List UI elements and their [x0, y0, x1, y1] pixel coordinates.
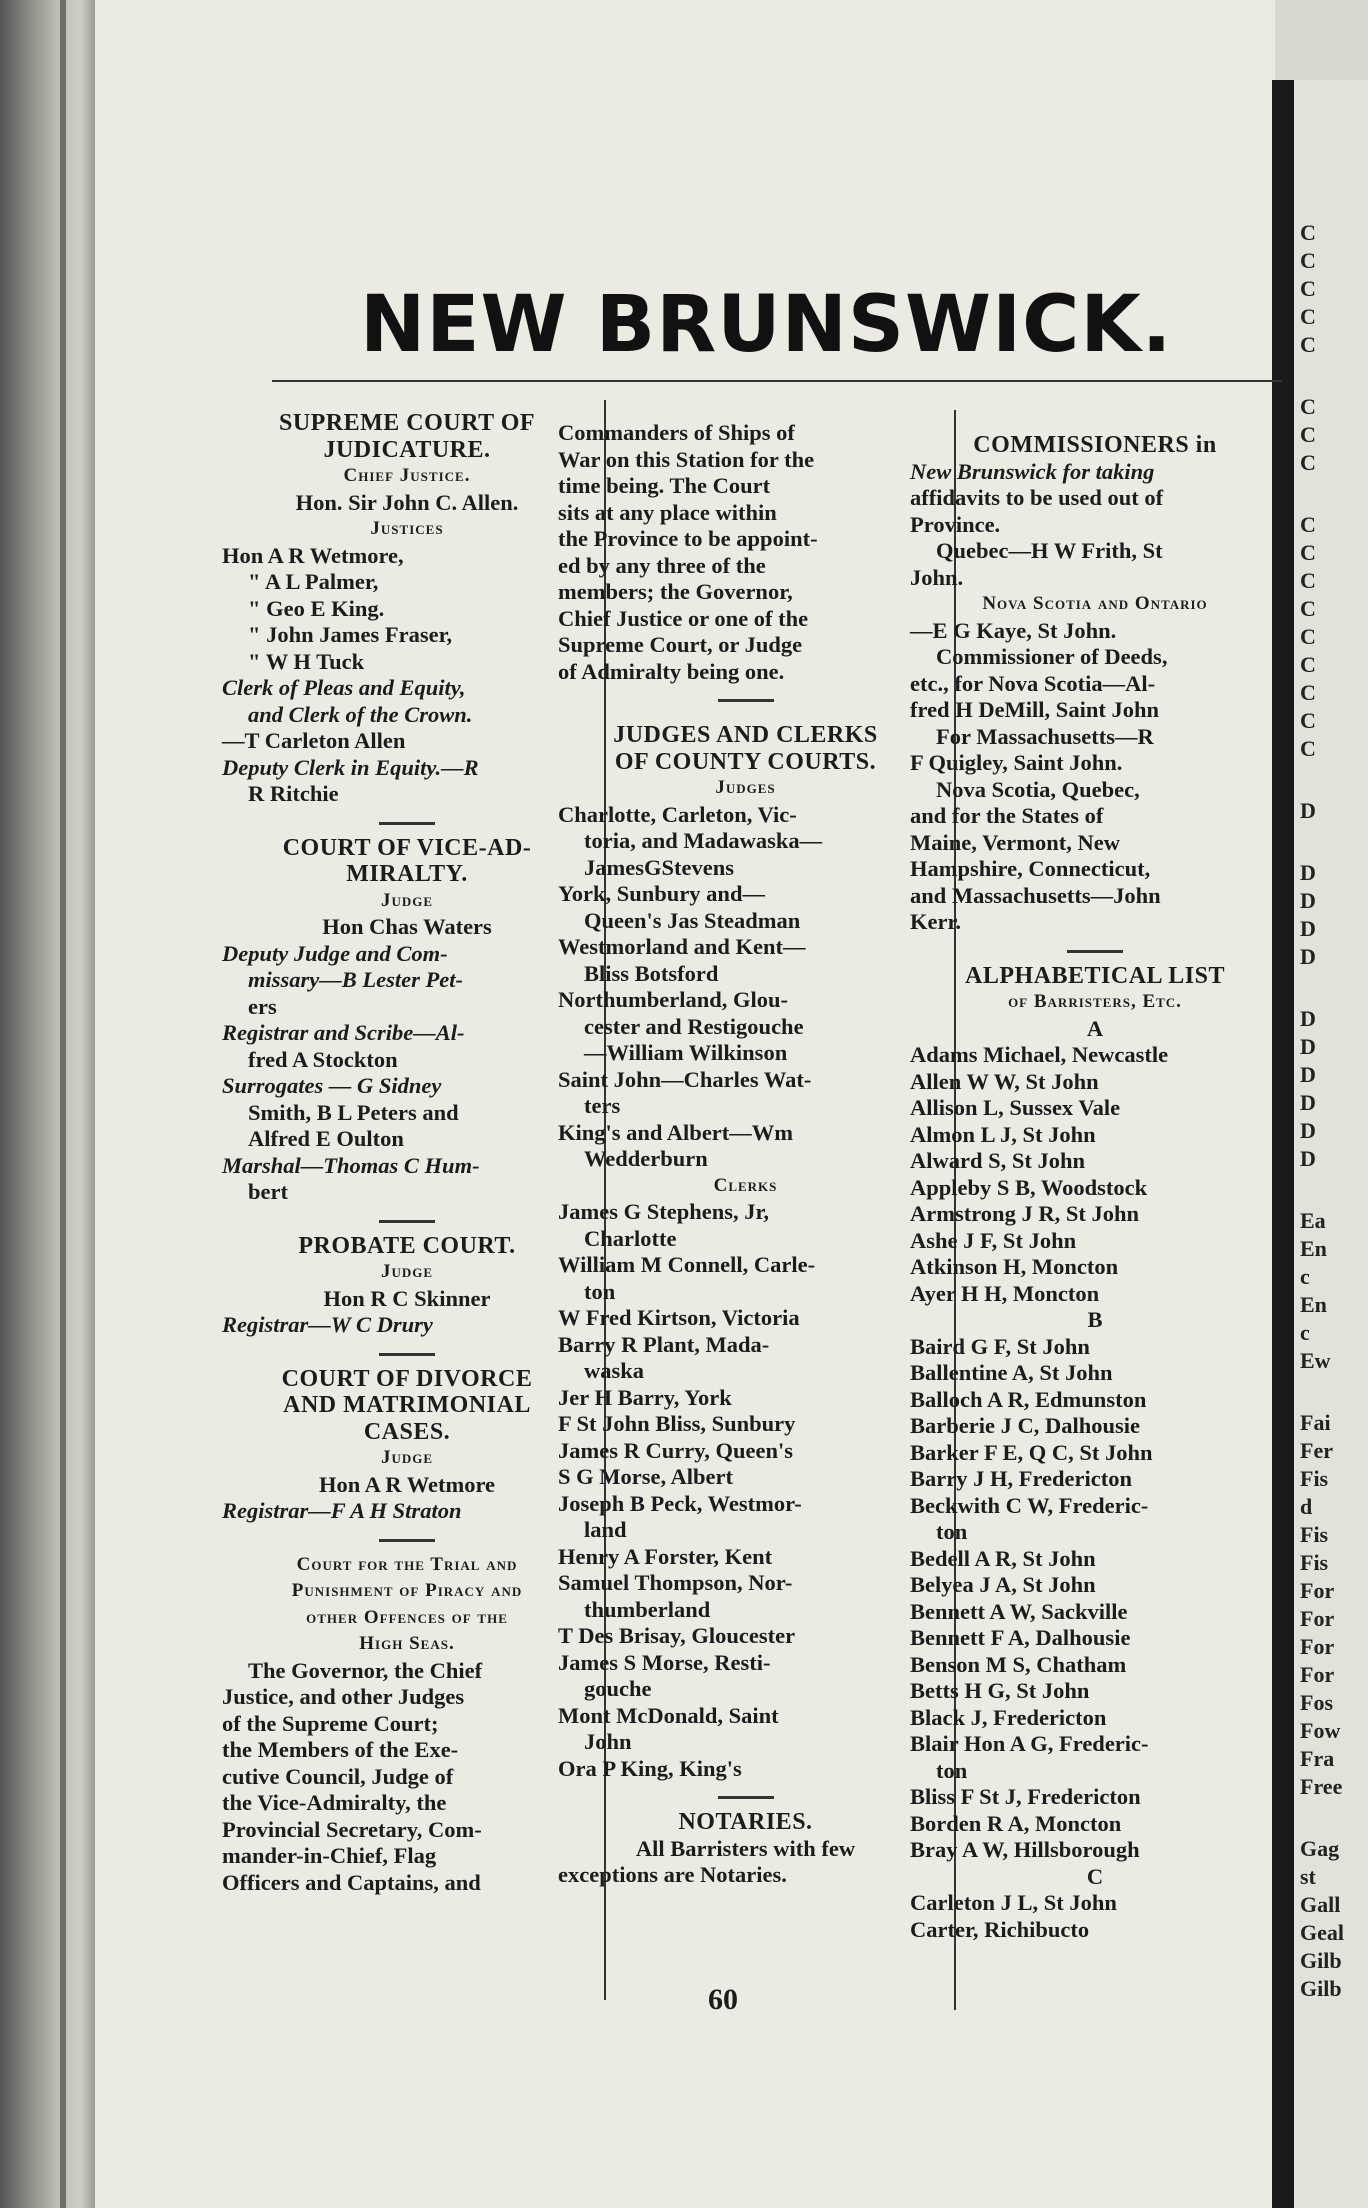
section-heading: CASES.: [363, 1418, 451, 1445]
text-line: Atkinson H, Moncton: [910, 1254, 1119, 1279]
text-line: fred A Stockton: [248, 1046, 398, 1072]
text-line: land: [584, 1517, 627, 1542]
text-line: York, Sunbury and—: [558, 881, 765, 906]
title-rule: [272, 380, 1282, 382]
text-line: ed by any three of the: [558, 552, 766, 578]
text-line: the Members of the Exe-: [222, 1737, 459, 1762]
text-line: toria, and Madawaska—: [584, 828, 823, 853]
text-line: Deputy Clerk in Equity.—R: [222, 754, 479, 780]
next-page-fragment: C: [1300, 568, 1316, 593]
next-page-fragment: C: [1300, 512, 1316, 537]
text-line: ton: [936, 1757, 968, 1783]
text-line: Smith, B L Peters and: [248, 1099, 459, 1125]
text-line: Armstrong J R, St John: [910, 1201, 1139, 1226]
next-page-fragment: Gilb: [1300, 1948, 1342, 1973]
section-heading: MIRALTY.: [346, 861, 468, 887]
text-line: R Ritchie: [248, 781, 339, 806]
text-line: Barry R Plant, Mada-: [558, 1331, 770, 1357]
text-line: Barker F E, Q C, St John: [910, 1439, 1153, 1465]
text-line: gouche: [584, 1676, 652, 1701]
section-separator: [379, 1353, 435, 1356]
text-line: thumberland: [584, 1596, 711, 1622]
text-line: Barberie J C, Dalhousie: [910, 1413, 1140, 1438]
text-line: Court for the Trial and: [296, 1553, 518, 1575]
next-page-fragment: C: [1300, 332, 1316, 357]
next-page-fragment: C: [1300, 596, 1316, 621]
text-line: Justice, and other Judges: [222, 1684, 465, 1709]
text-line: Belyea J A, St John: [910, 1572, 1096, 1597]
text-line: Ora P King, King's: [558, 1755, 742, 1781]
text-line: Hon R C Skinner: [323, 1285, 491, 1311]
text-line: Queen's Jas Steadman: [584, 907, 801, 933]
text-line: Charlotte: [584, 1225, 677, 1251]
text-line: Alfred E Oulton: [248, 1126, 404, 1151]
next-page-fragment: c: [1300, 1320, 1310, 1345]
next-page-fragment: D: [1300, 1034, 1316, 1059]
next-page-fragment: D: [1300, 1062, 1316, 1087]
text-line: members; the Governor,: [558, 579, 793, 604]
text-line: cutive Council, Judge of: [222, 1763, 454, 1789]
next-page-fragment: D: [1300, 916, 1316, 941]
next-page-fragment: C: [1300, 450, 1316, 475]
text-line: T Des Brisay, Gloucester: [558, 1623, 796, 1648]
text-line: New Brunswick for taking: [910, 458, 1155, 484]
text-line: War on this Station for the: [558, 446, 815, 472]
next-page-fragment: D: [1300, 944, 1316, 969]
next-page-fragment: Fos: [1300, 1690, 1333, 1715]
text-line: James R Curry, Queen's: [558, 1437, 793, 1463]
text-line: " W H Tuck: [248, 648, 365, 674]
text-line: the Province to be appoint-: [558, 526, 818, 551]
next-page-fragment: C: [1300, 220, 1316, 245]
text-line: Northumberland, Glou-: [558, 987, 789, 1012]
text-line: For Massachusetts—R: [936, 723, 1154, 749]
text-line: Saint John—Charles Wat-: [558, 1066, 812, 1092]
next-page-fragment: D: [1300, 1146, 1316, 1171]
next-page-fragment: d: [1300, 1494, 1313, 1519]
column-left: [222, 410, 592, 1896]
text-line: the Vice-Admiralty, the: [222, 1790, 447, 1815]
text-line: Allen W W, St John: [910, 1068, 1099, 1094]
text-line: King's and Albert—Wm: [558, 1119, 794, 1145]
text-line: of Barristers, Etc.: [1008, 991, 1182, 1012]
text-line: Chief Justice.: [343, 465, 471, 486]
text-line: Judge: [380, 889, 434, 911]
text-line: of the Supreme Court;: [222, 1710, 439, 1736]
next-page-fragment: En: [1300, 1236, 1327, 1261]
column-right: [910, 432, 1280, 1943]
text-line: exceptions are Notaries.: [558, 1862, 787, 1887]
section-heading: PROBATE COURT.: [298, 1232, 516, 1259]
next-page-fragment: Gilb: [1300, 1976, 1342, 2001]
next-page-fragment: D: [1300, 798, 1316, 823]
text-line: Bray A W, Hillsborough: [910, 1837, 1140, 1862]
next-page-fragment: For: [1300, 1578, 1335, 1603]
section-separator: [379, 822, 435, 825]
text-line: John.: [910, 564, 964, 590]
text-line: ters: [584, 1093, 621, 1118]
text-line: Black J, Fredericton: [910, 1704, 1107, 1730]
text-line: Ayer H H, Moncton: [910, 1280, 1100, 1306]
next-page-fragment: D: [1300, 1090, 1316, 1115]
text-line: " A L Palmer,: [248, 569, 379, 594]
text-line: Borden R A, Moncton: [910, 1810, 1122, 1836]
text-line: —William Wilkinson: [584, 1040, 788, 1065]
text-line: Joseph B Peck, Westmor-: [558, 1490, 802, 1516]
text-line: Barry J H, Fredericton: [910, 1466, 1133, 1491]
text-line: sits at any place within: [558, 499, 777, 525]
text-line: Province.: [910, 511, 1001, 537]
page-number: 60: [708, 1983, 738, 2016]
text-line: bert: [248, 1179, 288, 1204]
next-page-fragment: C: [1300, 624, 1316, 649]
text-line: etc., for Nova Scotia—Al-: [910, 670, 1156, 696]
text-line: A: [1086, 1015, 1104, 1041]
text-line: Hon Chas Waters: [322, 914, 492, 939]
text-line: S G Morse, Albert: [558, 1464, 733, 1489]
text-line: Supreme Court, or Judge: [558, 632, 803, 657]
next-page-fragment: Free: [1300, 1774, 1343, 1799]
text-line: Samuel Thompson, Nor-: [558, 1570, 793, 1595]
text-line: Ballentine A, St John: [910, 1360, 1113, 1385]
text-line: James G Stephens, Jr,: [558, 1199, 770, 1224]
text-line: Wedderburn: [584, 1146, 708, 1171]
text-line: Benson M S, Chatham: [910, 1651, 1127, 1677]
next-page-fragment: C: [1300, 736, 1316, 761]
text-line: Adams Michael, Newcastle: [910, 1042, 1169, 1067]
text-line: and for the States of: [910, 803, 1104, 828]
text-line: " John James Fraser,: [248, 622, 453, 647]
text-line: Allison L, Sussex Vale: [910, 1095, 1121, 1120]
text-line: affidavits to be used out of: [910, 485, 1164, 510]
next-page-fragment: Fis: [1300, 1466, 1329, 1491]
text-line: Bliss Botsford: [584, 960, 719, 986]
next-page-fragment: Geal: [1300, 1920, 1344, 1945]
text-line: Registrar—F A H Straton: [222, 1498, 462, 1523]
next-page-fragment: Ew: [1300, 1348, 1331, 1373]
text-line: Bedell A R, St John: [910, 1545, 1096, 1571]
text-line: " Geo E King.: [248, 595, 385, 621]
section-heading: SUPREME COURT OF: [278, 410, 536, 436]
section-heading: AND MATRIMONIAL: [283, 1392, 531, 1418]
text-line: Judges: [715, 777, 776, 798]
text-line: Westmorland and Kent—: [558, 934, 806, 959]
text-line: Mont McDonald, Saint: [558, 1702, 779, 1728]
text-line: Surrogates — G Sidney: [222, 1073, 442, 1098]
next-page-fragment: Fow: [1300, 1718, 1341, 1743]
spine-edge: [60, 0, 66, 2208]
text-line: Bennett F A, Dalhousie: [910, 1625, 1131, 1650]
text-line: and Clerk of the Crown.: [248, 701, 473, 727]
text-line: ers: [248, 993, 277, 1019]
text-line: Betts H G, St John: [910, 1678, 1090, 1703]
text-line: Appleby S B, Woodstock: [910, 1174, 1148, 1200]
text-line: Commanders of Ships of: [558, 420, 795, 445]
text-line: All Barristers with few: [635, 1835, 856, 1861]
text-line: Hon. Sir John C. Allen.: [295, 489, 519, 515]
text-line: Balloch A R, Edmunston: [910, 1386, 1147, 1412]
next-page-fragment: Fis: [1300, 1550, 1329, 1575]
text-line: Henry A Forster, Kent: [558, 1543, 773, 1569]
text-line: Baird G F, St John: [910, 1333, 1090, 1359]
text-line: Hon A R Wetmore: [318, 1471, 496, 1497]
text-line: Marshal—Thomas C Hum-: [222, 1152, 480, 1178]
next-page-fragment: D: [1300, 888, 1316, 913]
text-line: Quebec—H W Frith, St: [936, 538, 1163, 563]
text-line: Chief Justice or one of the: [558, 605, 809, 631]
next-page-fragment: Gall: [1300, 1892, 1341, 1917]
spacer: [558, 712, 933, 722]
next-page-fragment: C: [1300, 540, 1316, 565]
next-page-fragment: For: [1300, 1634, 1335, 1659]
next-page-fragment: Gag: [1300, 1836, 1340, 1861]
text-line: Kerr.: [910, 909, 962, 934]
next-page-fragment: C: [1300, 680, 1316, 705]
text-line: other Offences of the: [306, 1606, 508, 1628]
section-heading: COURT OF DIVORCE: [281, 1365, 533, 1392]
text-line: Clerk of Pleas and Equity,: [222, 675, 466, 700]
text-line: Blair Hon A G, Frederic-: [910, 1731, 1149, 1756]
text-line: Commissioner of Deeds,: [936, 644, 1168, 669]
text-line: —E G Kaye, St John.: [910, 617, 1117, 643]
page-title: NEW BRUNSWICK.: [360, 280, 1173, 370]
section-separator: [379, 1539, 435, 1542]
text-line: waska: [584, 1358, 645, 1383]
text-line: Hampshire, Connecticut,: [910, 856, 1151, 881]
text-line: ton: [584, 1278, 616, 1304]
text-line: Nova Scotia, Quebec,: [936, 776, 1140, 802]
next-page-fragment: C: [1300, 652, 1316, 677]
section-separator: [718, 1796, 774, 1799]
text-line: W Fred Kirtson, Victoria: [558, 1305, 800, 1330]
section-heading: NOTARIES.: [678, 1809, 813, 1835]
text-line: Charlotte, Carleton, Vic-: [558, 801, 797, 827]
text-line: Registrar and Scribe—Al-: [222, 1020, 465, 1045]
text-line: Nova Scotia and Ontario: [982, 593, 1208, 614]
text-line: Punishment of Piracy and: [291, 1580, 523, 1601]
text-line: cester and Restigouche: [584, 1013, 804, 1039]
text-line: James S Morse, Resti-: [558, 1649, 771, 1675]
text-line: Jer H Barry, York: [558, 1384, 732, 1410]
next-page-fragment: D: [1300, 860, 1316, 885]
text-line: F St John Bliss, Sunbury: [558, 1411, 796, 1436]
section-separator: [718, 699, 774, 702]
next-page-fragment: C: [1300, 304, 1316, 329]
section-heading: ALPHABETICAL LIST: [965, 962, 1225, 989]
next-page-fragment: C: [1300, 422, 1316, 447]
text-line: Bennett A W, Sackville: [910, 1598, 1128, 1624]
text-line: Hon A R Wetmore,: [222, 542, 404, 568]
text-line: ton: [936, 1519, 968, 1544]
next-page-fragment: st: [1300, 1864, 1316, 1889]
text-line: The Governor, the Chief: [248, 1657, 483, 1683]
column-middle: [558, 420, 933, 1889]
next-page-fragment: C: [1300, 276, 1316, 301]
text-line: Judge: [380, 1261, 434, 1282]
section-heading: COURT OF VICE-AD-: [282, 834, 532, 861]
text-line: mander-in-Chief, Flag: [222, 1843, 437, 1868]
next-page-fragment: C: [1300, 248, 1316, 273]
text-line: Almon L J, St John: [910, 1121, 1096, 1147]
text-line: missary—B Lester Pet-: [248, 967, 463, 992]
text-line: Officers and Captains, and: [222, 1869, 481, 1895]
text-line: time being. The Court: [558, 473, 771, 498]
next-page-fragment: Fer: [1300, 1438, 1333, 1463]
next-page-fragment: C: [1300, 394, 1316, 419]
next-page-fragment: C: [1300, 708, 1316, 733]
text-line: —T Carleton Allen: [222, 728, 406, 753]
text-line: B: [1087, 1307, 1103, 1332]
next-page-fragment: Ea: [1300, 1208, 1326, 1233]
text-line: Judge: [380, 1447, 434, 1468]
section-separator: [1067, 950, 1123, 953]
next-page-fragment: For: [1300, 1606, 1335, 1631]
section-separator: [379, 1220, 435, 1223]
text-line: William M Connell, Carle-: [558, 1252, 816, 1277]
text-line: Ashe J F, St John: [910, 1227, 1077, 1253]
book-spine: [0, 0, 95, 2208]
text-line: Clerks: [713, 1174, 778, 1196]
text-line: Bliss F St J, Fredericton: [910, 1784, 1141, 1809]
section-heading: COMMISSIONERS in: [973, 432, 1217, 458]
text-line: Registrar—W C Drury: [222, 1312, 433, 1337]
text-line: Deputy Judge and Com-: [222, 940, 448, 966]
next-page-fragment: En: [1300, 1292, 1327, 1317]
text-line: Carter, Richibucto: [910, 1916, 1090, 1942]
next-page-edge: [1294, 80, 1368, 2208]
next-page-fragment: c: [1300, 1264, 1310, 1289]
text-line: fred H DeMill, Saint John: [910, 697, 1159, 722]
section-heading: JUDICATURE.: [323, 436, 491, 463]
next-page-fragment: Fis: [1300, 1522, 1329, 1547]
section-heading: OF COUNTY COURTS.: [614, 748, 877, 775]
section-heading: JUDGES AND CLERKS: [613, 722, 878, 748]
next-page-fragment: D: [1300, 1006, 1316, 1031]
text-line: Maine, Vermont, New: [910, 829, 1120, 855]
text-line: C: [1086, 1863, 1104, 1889]
text-line: and Massachusetts—John: [910, 882, 1161, 908]
text-line: Provincial Secretary, Com-: [222, 1816, 482, 1842]
next-page-fragment: Fra: [1300, 1746, 1335, 1771]
next-page-fragment: For: [1300, 1662, 1335, 1687]
text-line: Justices: [370, 518, 444, 539]
text-line: High Seas.: [359, 1633, 455, 1654]
text-line: JamesGStevens: [584, 854, 734, 880]
next-page-fragment: Fai: [1300, 1410, 1331, 1435]
text-line: Carleton J L, St John: [910, 1890, 1117, 1915]
next-page-fragment: D: [1300, 1118, 1316, 1143]
text-line: F Quigley, Saint John.: [910, 750, 1123, 775]
text-line: John: [584, 1729, 632, 1754]
text-line: Alward S, St John: [910, 1148, 1086, 1173]
text-line: Beckwith C W, Frederic-: [910, 1492, 1149, 1518]
text-line: of Admiralty being one.: [558, 658, 785, 684]
